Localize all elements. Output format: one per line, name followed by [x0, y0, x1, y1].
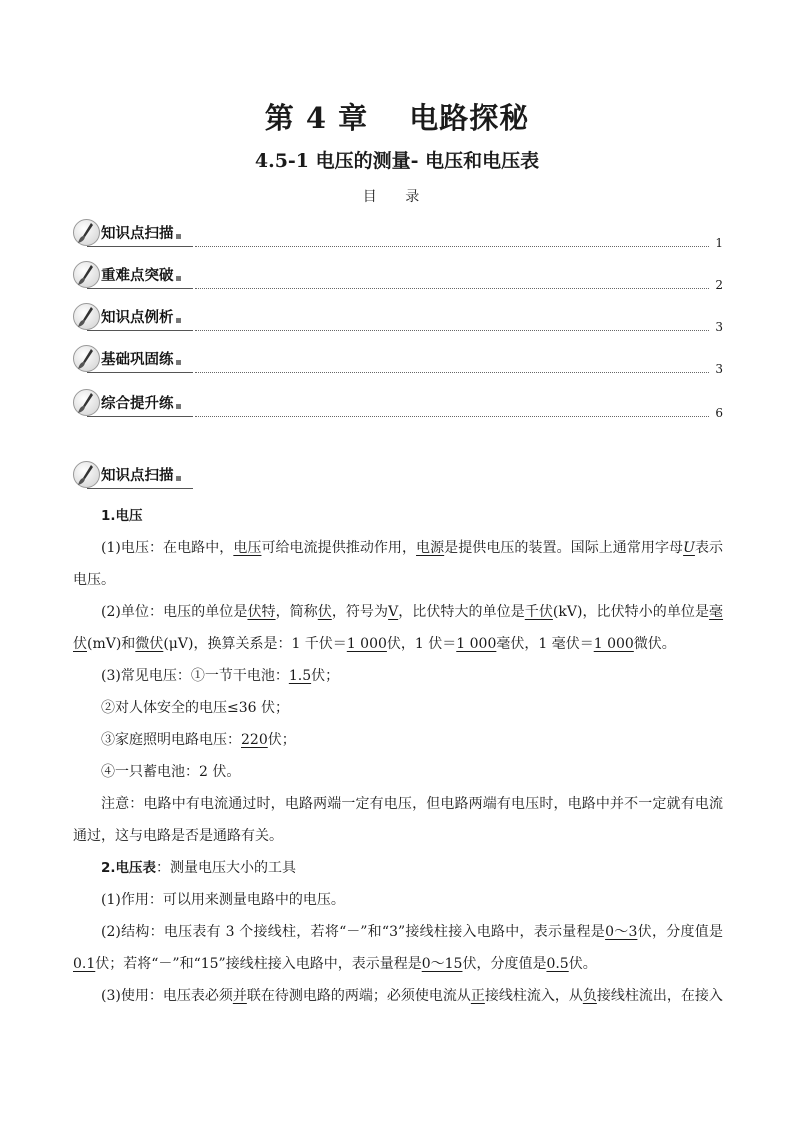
- heading-voltmeter: 2.电压表：测量电压大小的工具: [101, 860, 297, 876]
- paragraph: ④一只蓄电池：2 伏。: [101, 764, 241, 780]
- chapter-title: 第 4 章 电路探秘: [264, 101, 530, 135]
- toc-entry[interactable]: [73, 260, 723, 294]
- divider: [87, 288, 193, 289]
- toc-badge: [73, 218, 193, 248]
- toc-page: 3: [715, 362, 723, 376]
- section-subtitle: 4.5-1 电压的测量- 电压和电压表: [254, 150, 540, 172]
- toc-page: 1: [715, 236, 723, 250]
- brush-icon: [73, 219, 100, 246]
- toc-label: 知识点扫描: [101, 222, 181, 243]
- toc-entry[interactable]: [73, 388, 723, 422]
- toc-heading: 目 录: [362, 189, 432, 205]
- toc-page: 3: [715, 320, 723, 334]
- toc-page: 6: [715, 406, 723, 420]
- toc-leader: [195, 246, 709, 247]
- section-heading: [73, 460, 193, 492]
- section-label: 知识点扫描: [101, 464, 181, 485]
- toc-label: 基础巩固练: [101, 348, 181, 369]
- section-badge: [73, 460, 193, 490]
- paragraph: ③家庭照明电路电压：220伏；: [101, 732, 296, 748]
- brush-icon: [73, 303, 100, 330]
- divider: [87, 330, 193, 331]
- note-paragraph: 注意：电路中有电流通过时，电路两端一定有电压，但电路两端有电压时，电路中并不一定就有电流通过，这与电路是否是通路有关。: [73, 796, 723, 844]
- toc-label: 知识点例析: [101, 306, 181, 327]
- toc-leader: [195, 416, 709, 417]
- toc-badge: [73, 344, 193, 374]
- paragraph: (2)单位：电压的单位是伏特，简称伏，符号为V，比伏特大的单位是千伏(kV)，比伏特小的单位是毫伏(mV)和微伏(μV)，换算关系是：1 千伏＝1 000伏，1 伏＝1 000毫伏，1 毫伏＝1 000微伏。: [73, 604, 724, 652]
- toc-badge: [73, 388, 193, 418]
- toc-label: 重难点突破: [101, 264, 181, 285]
- brush-icon: [73, 461, 100, 488]
- body-content: [73, 500, 723, 1012]
- toc-label: 综合提升练: [101, 392, 181, 413]
- paragraph: (1)作用：可以用来测量电路中的电压。: [101, 892, 345, 908]
- paragraph: (3)使用：电压表必须并联在待测电路的两端；必须使电流从正接线柱流入，从负接线柱流出，在接入: [101, 988, 723, 1004]
- divider: [87, 246, 193, 247]
- toc-page: 2: [715, 278, 723, 292]
- paragraph: (2)结构：电压表有 3 个接线柱，若将“－”和“3”接线柱接入电路中，表示量程是0～3伏，分度值是0.1伏；若将“－”和“15”接线柱接入电路中，表示量程是0～15伏，分度值是0.5伏。: [73, 924, 723, 972]
- paragraph: (1)电压：在电路中，电压可给电流提供推动作用，电源是提供电压的装置。国际上通常用字母U表示电压。: [73, 540, 724, 588]
- toc-badge: [73, 260, 193, 290]
- heading-voltage: 1.电压: [101, 508, 143, 524]
- toc-leader: [195, 288, 709, 289]
- toc-leader: [195, 330, 709, 331]
- toc-leader: [195, 372, 709, 373]
- divider: [87, 488, 193, 489]
- brush-icon: [73, 261, 100, 288]
- paragraph: (3)常见电压：①一节干电池：1.5伏；: [101, 668, 340, 684]
- divider: [87, 372, 193, 373]
- brush-icon: [73, 345, 100, 372]
- toc-entry[interactable]: [73, 302, 723, 336]
- toc-entry[interactable]: [73, 344, 723, 378]
- divider: [87, 416, 193, 417]
- paragraph: ②对人体安全的电压≤36 伏；: [101, 700, 289, 716]
- toc-badge: [73, 302, 193, 332]
- brush-icon: [73, 389, 100, 416]
- toc-entry[interactable]: [73, 218, 723, 252]
